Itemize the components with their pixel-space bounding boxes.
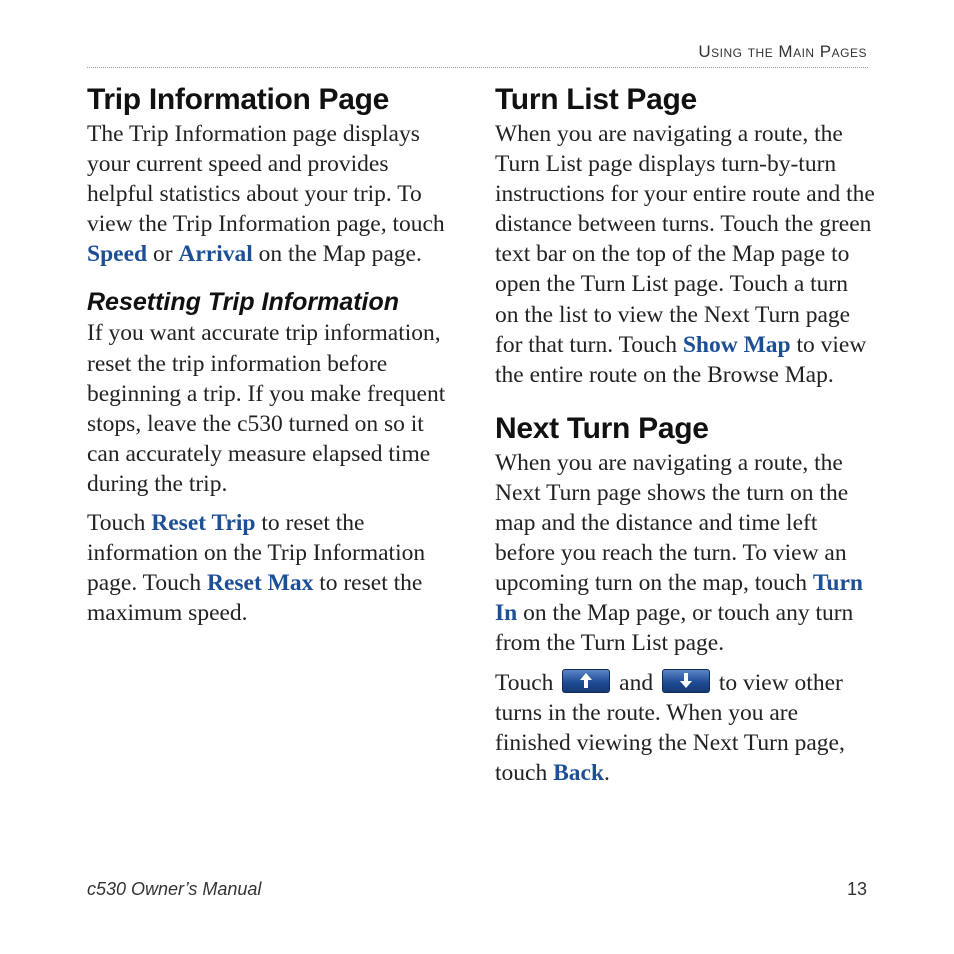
text-span: to reset the information on the Trip Information page. Touch bbox=[87, 510, 426, 597]
footer-manual-title: c530 Owner’s Manual bbox=[87, 879, 262, 899]
text-span: on the Map page, or touch any turn from the Turn List page. bbox=[495, 600, 854, 657]
right-column bbox=[495, 82, 875, 788]
back-button-ref: Back bbox=[553, 759, 605, 786]
next-turn-paragraph-1 bbox=[495, 448, 875, 659]
text-span: to view the entire route on the Browse Map. bbox=[495, 331, 867, 388]
trip-information-heading: Trip Information Page bbox=[87, 83, 390, 116]
reset-max-button-ref: Reset Max bbox=[206, 570, 314, 597]
text-span: Touch bbox=[87, 510, 152, 537]
text-span: or bbox=[147, 241, 179, 268]
speed-button-ref: Speed bbox=[87, 241, 148, 268]
text-span: . bbox=[604, 759, 610, 786]
next-turn-paragraph-2 bbox=[495, 668, 875, 788]
next-turn-heading: Next Turn Page bbox=[495, 411, 709, 445]
text-span: on the Map page. bbox=[252, 241, 422, 268]
text-span: When you are navigating a route, the Turn List page displays turn-by-turn instructions for your entire route and the distance between turns. Touch the green text bar on the top of the Map page to open the Turn List page. Touch a turn on the list to view the Next Turn page for that turn. Touch bbox=[495, 121, 875, 358]
down-arrow-icon bbox=[662, 669, 710, 693]
trip-information-paragraph bbox=[87, 119, 457, 269]
text-span: When you are navigating a route, the Next Turn page shows the turn on the map and the distance and time left before you reach the turn. To view an upcoming turn on the map, touch bbox=[495, 449, 849, 597]
up-arrow-icon bbox=[562, 669, 610, 693]
reset-paragraph-2 bbox=[87, 508, 457, 628]
reset-paragraph-1: If you want accurate trip information, reset the trip information before beginning a trip. If you make frequent stops, leave the c530 turned on so it can accurately measure elapsed time during the trip. bbox=[87, 320, 446, 497]
show-map-button-ref: Show Map bbox=[682, 331, 791, 358]
text-span: and bbox=[613, 669, 659, 696]
left-column bbox=[87, 82, 457, 628]
running-header: Using the Main Pages bbox=[698, 42, 867, 61]
resetting-trip-subheading: Resetting Trip Information bbox=[87, 288, 400, 317]
turn-list-paragraph bbox=[495, 119, 875, 390]
reset-trip-button-ref: Reset Trip bbox=[151, 510, 256, 537]
text-span: to reset the maximum speed. bbox=[87, 570, 423, 627]
text-span: Touch bbox=[495, 669, 560, 696]
turn-list-heading: Turn List Page bbox=[495, 83, 697, 116]
header-divider bbox=[87, 67, 868, 68]
footer-page-number: 13 bbox=[846, 879, 867, 899]
text-span: The Trip Information page displays your current speed and provides helpful statistics about your trip. To view the Trip Information page, touch bbox=[87, 121, 445, 238]
arrival-button-ref: Arrival bbox=[178, 241, 253, 268]
text-span: to view other turns in the route. When you are finished viewing the Next Turn page, touch bbox=[495, 669, 845, 786]
turn-in-button-ref: Turn In bbox=[495, 570, 863, 627]
